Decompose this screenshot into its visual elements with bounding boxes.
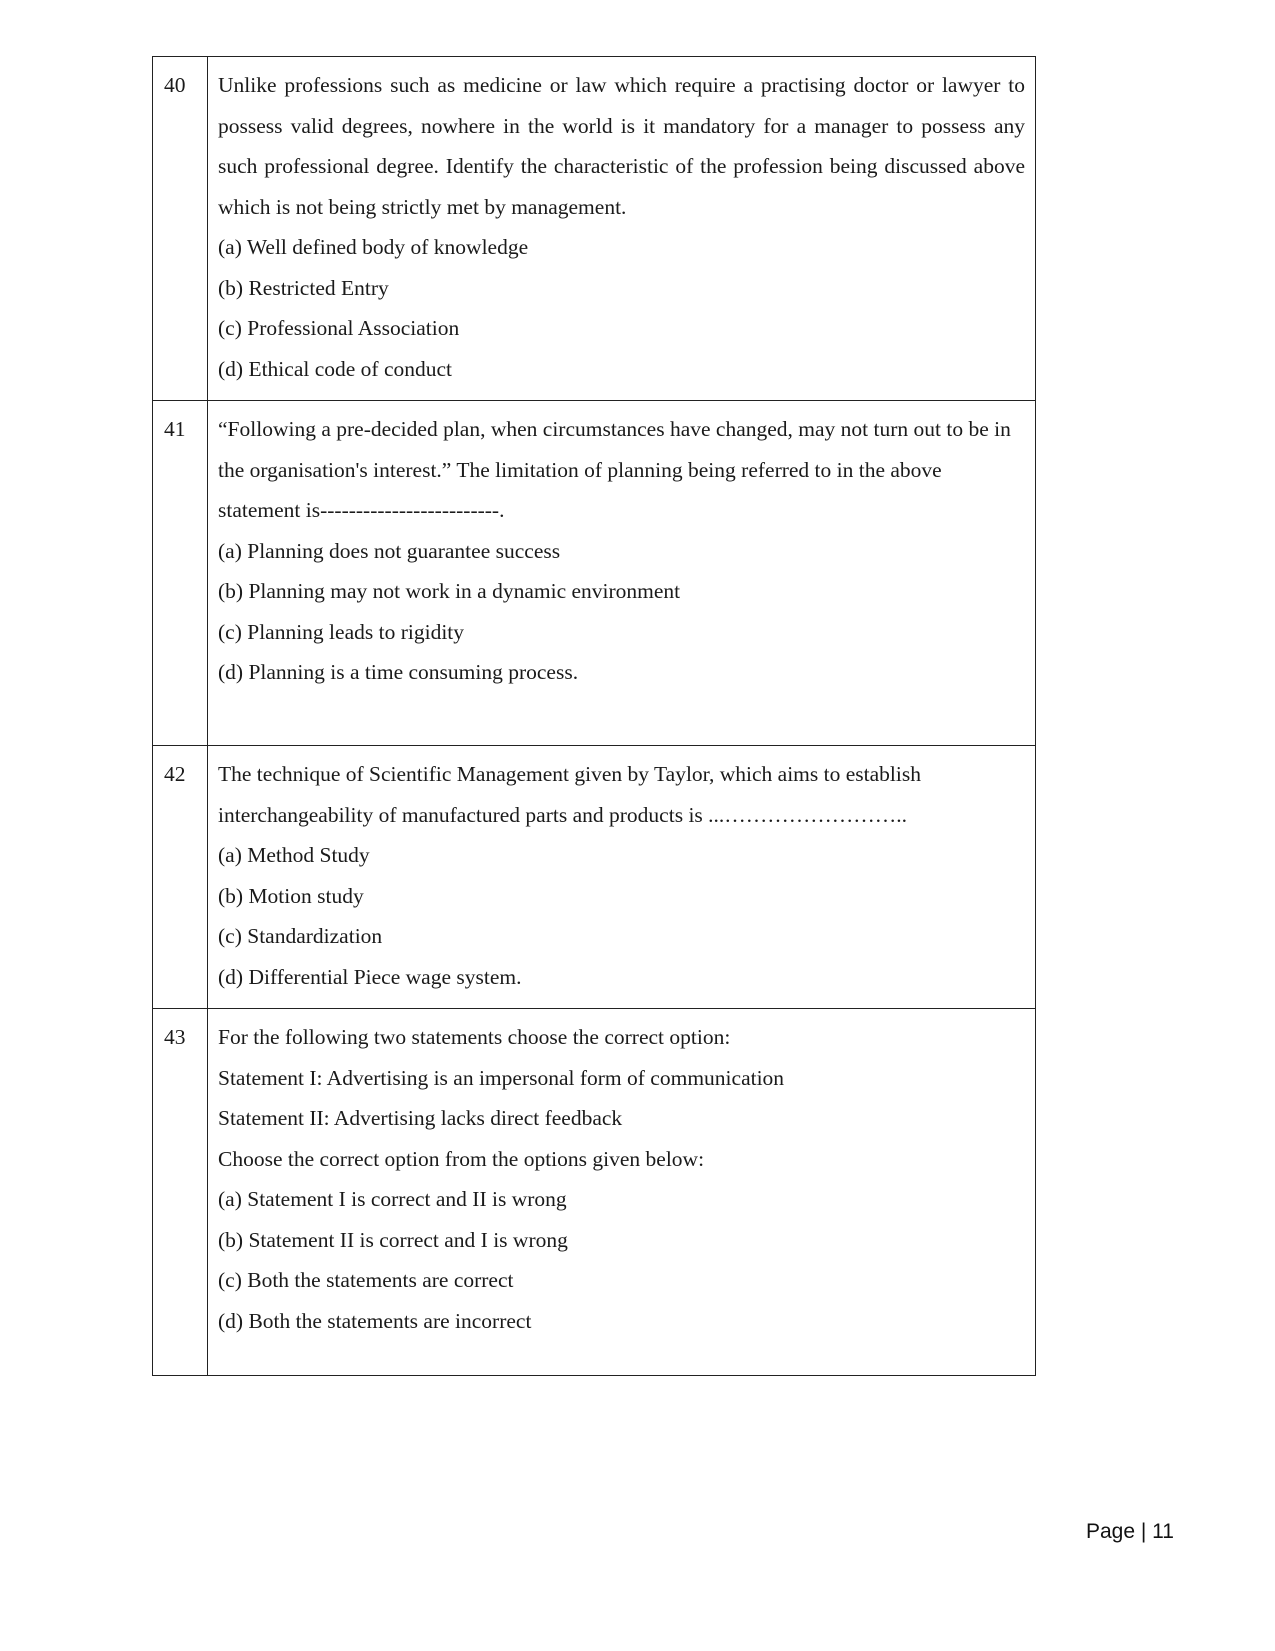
question-cell <box>208 57 1036 401</box>
option-d: (d) Differential Piece wage system. <box>218 964 522 989</box>
question-row <box>153 401 1036 746</box>
option-list <box>218 835 1025 997</box>
question-row <box>153 746 1036 1009</box>
option-c: (c) Professional Association <box>218 316 460 340</box>
option-c: (c) Standardization <box>218 924 383 948</box>
question-row <box>153 1009 1036 1376</box>
question-cell <box>208 401 1036 746</box>
question-instruction: Choose the correct option from the options given below: <box>218 1146 705 1171</box>
option-a: (a) Statement I is correct and II is wrong <box>218 1187 567 1211</box>
option-d: (d) Ethical code of conduct <box>218 356 453 381</box>
question-number: 43 <box>153 1009 208 1376</box>
question-text: “Following a pre-decided plan, when circumstances have changed, may not turn out to be in the organisation's interest.” The limitation of planning being referred to in the above statement is-------------------------. <box>218 417 1011 522</box>
option-list <box>218 1179 1025 1341</box>
option-list <box>218 227 1025 389</box>
question-table <box>152 56 1036 1376</box>
statement-2: Statement II: Advertising lacks direct feedback <box>218 1106 623 1130</box>
option-c: (c) Planning leads to rigidity <box>218 619 465 644</box>
option-d: (d) Planning is a time consuming process. <box>218 660 579 684</box>
question-text: For the following two statements choose the correct option: <box>218 1025 731 1049</box>
statement-1: Statement I: Advertising is an impersonal form of communication <box>218 1065 785 1090</box>
question-number: 40 <box>153 57 208 401</box>
option-list <box>218 531 1025 693</box>
option-a: (a) Planning does not guarantee success <box>218 538 561 563</box>
option-a: (a) Method Study <box>218 843 370 867</box>
option-b: (b) Planning may not work in a dynamic environment <box>218 579 681 603</box>
option-b: (b) Motion study <box>218 883 364 908</box>
option-b: (b) Restricted Entry <box>218 275 389 300</box>
question-number: 41 <box>153 401 208 746</box>
question-text: The technique of Scientific Management given by Taylor, which aims to establish interchangeability of manufactured parts and products is ...…………………….. <box>218 762 921 827</box>
question-row <box>153 57 1036 401</box>
question-text: Unlike professions such as medicine or law which require a practising doctor or lawyer to possess valid degrees, nowhere in the world is it mandatory for a manager to possess any such professional degree. Identify the characteristic of the profession being discussed above which is not being strictly met by management. <box>218 73 1025 219</box>
option-a: (a) Well defined body of knowledge <box>218 235 529 259</box>
option-d: (d) Both the statements are incorrect <box>218 1308 532 1333</box>
question-number: 42 <box>153 746 208 1009</box>
option-c: (c) Both the statements are correct <box>218 1268 514 1292</box>
page-number: Page | 11 <box>1086 1520 1174 1543</box>
question-cell <box>208 746 1036 1009</box>
option-b: (b) Statement II is correct and I is wrong <box>218 1227 568 1252</box>
question-cell <box>208 1009 1036 1376</box>
